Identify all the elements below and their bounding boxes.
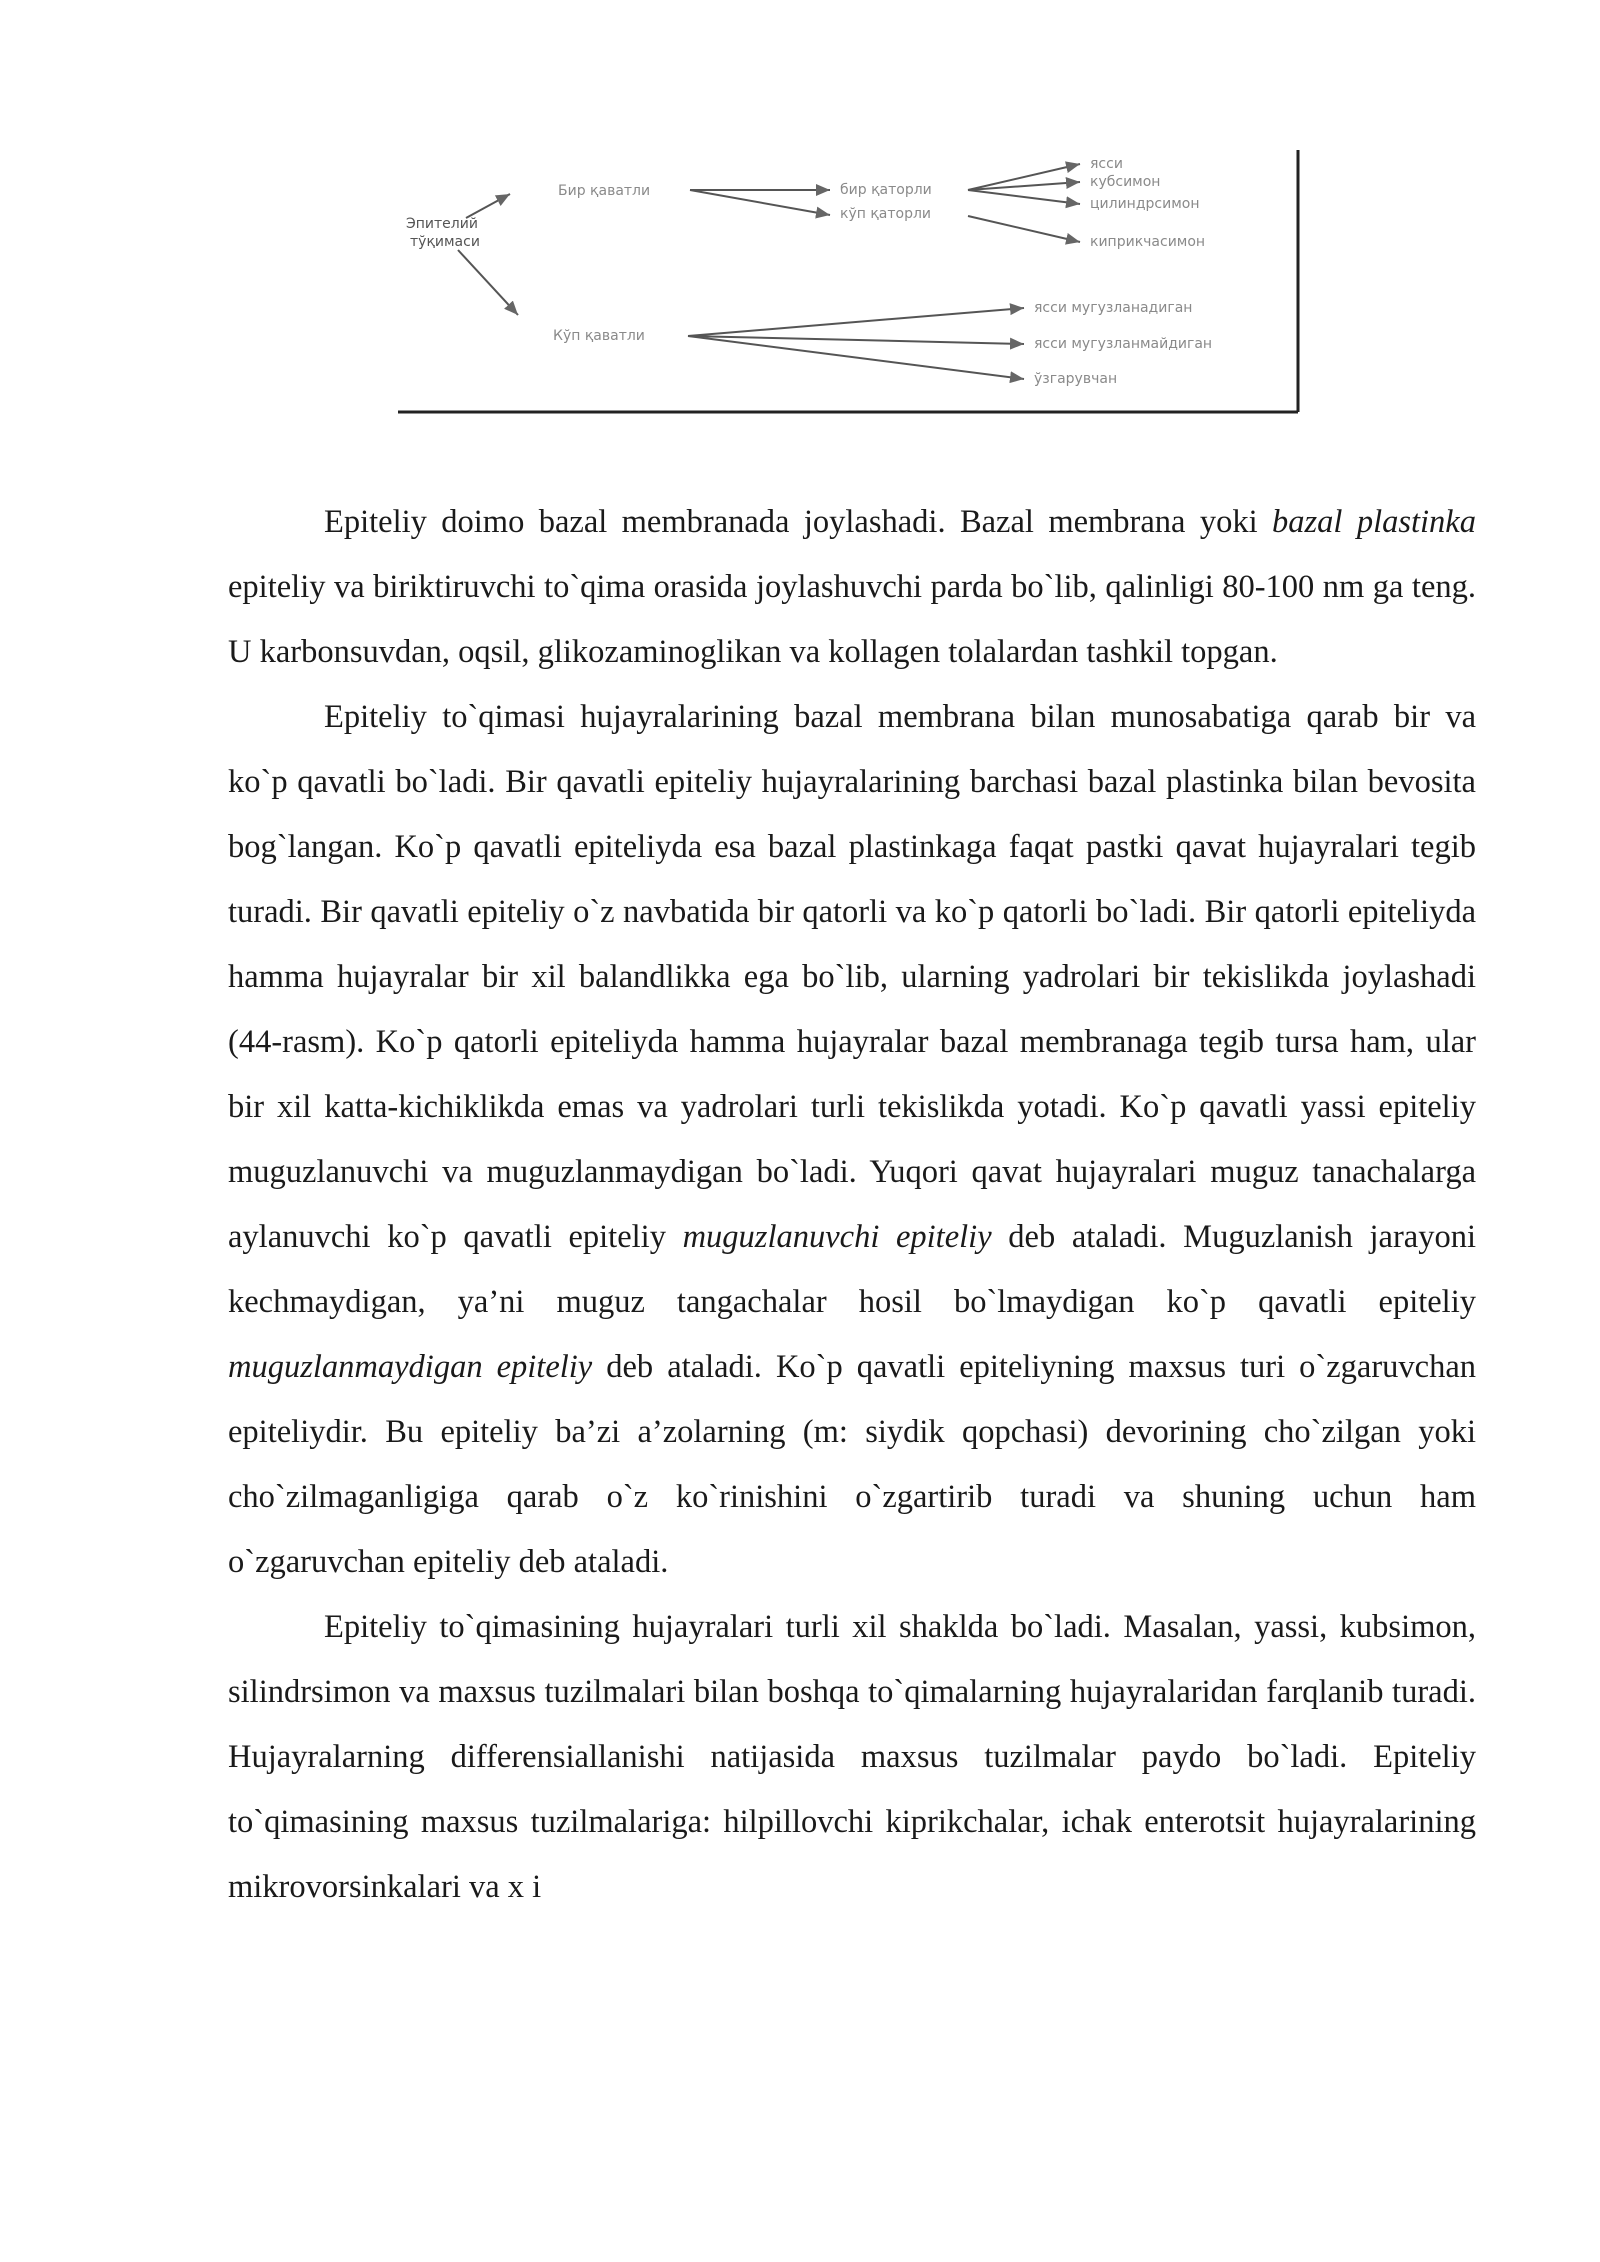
paragraph-1-italic-term: bazal plastinka — [1272, 504, 1476, 540]
arrow-to-keratinizing — [688, 308, 1024, 336]
diagram-root-label — [406, 216, 482, 250]
diagram-flat-label: ясси — [1090, 156, 1123, 172]
paragraph-3 — [228, 1595, 1476, 1920]
diagram-multi-row-label: кўп қаторли — [840, 206, 932, 222]
paragraph-2-italic-term-1: muguzlanuvchi epiteliy — [682, 1219, 992, 1255]
paragraph-1-part-2: epiteliy va biriktiruvchi to`qima orasida joylashuvchi parda bo`lib, qalinligi 80-100 nm ga teng. U karbonsuvdan, oqsil, glikozaminoglikan va kollagen tolalardan tashkil topgan. — [228, 569, 1476, 670]
diagram-transitional-label: ўзгарувчан — [1034, 371, 1118, 387]
epithelium-classification-diagram — [398, 150, 1300, 416]
paragraph-2 — [228, 685, 1476, 1595]
paragraph-2-italic-term-2: muguzlanmaydigan epiteliy — [228, 1349, 593, 1385]
paragraph-2-part-2: deb ataladi. Muguzlanish jarayoni kechmaydigan, ya’ni muguz tangachalar hosil bo`lmaydigan ko`p qavatli epiteliy — [228, 1219, 1476, 1320]
diagram-single-layer-label: Бир қаватли — [558, 183, 651, 199]
diagram-ciliated-label: киприкчасимон — [1090, 234, 1206, 250]
diagram-multi-layer-label: Кўп қаватли — [553, 328, 645, 344]
arrow-to-ciliated — [968, 216, 1080, 242]
diagram-root-line-2: тўқимаси — [410, 234, 480, 250]
arrow-to-cylindrical — [968, 190, 1080, 204]
diagram-single-row-label: бир қаторли — [840, 182, 932, 198]
arrow-root-to-multi — [458, 250, 518, 315]
paragraph-1 — [228, 490, 1476, 685]
diagram-cylindrical-label: цилиндрсимон — [1090, 196, 1200, 212]
diagram-canvas — [398, 150, 1300, 416]
paragraph-2-part-1: Epiteliy to`qimasi hujayralarining bazal membrana bilan munosabatiga qarab bir va ko`p qavatli bo`ladi. Bir qavatli epiteliy hujayralarining barchasi bazal plastinka bilan bevosita bog`langan. Ko`p qavatli epiteliyda esa bazal plastinkaga faqat pastki qavat hujayralari tegib turadi. Bir qavatli epiteliy o`z navbatida bir qatorli va ko`p qatorli bo`ladi. Bir qatorli epiteliyda hamma hujayralar bir xil balandlikka ega bo`lib, ularning yadrolari bir tekislikda joylashadi (44-rasm). Ko`p qatorli epiteliyda hamma hujayralar bazal membranaga tegib tursa ham, ular bir xil katta-kichiklikda emas va yadrolari turli tekislikda yotadi. Ko`p qavatli yassi epiteliy muguzlanuvchi va muguzlanmaydigan bo`ladi. Yuqori qavat hujayralari muguz tanachalarga aylanuvchi ko`p qavatli epiteliy — [228, 699, 1476, 1255]
diagram-keratinizing-label: ясси мугузланадиган — [1034, 300, 1193, 316]
diagram-root-line-1: Эпителий — [406, 216, 478, 232]
arrow-single-to-multi-row — [690, 190, 830, 215]
paragraph-1-part-1: Epiteliy doimo bazal membranada joylashadi. Bazal membrana yoki — [324, 504, 1273, 540]
paragraph-2-part-3: deb ataladi. Ko`p qavatli epiteliyning maxsus turi o`zgaruvchan epiteliydir. Bu epiteliy ba’zi a’zolarning (m: siydik qopchasi) devorining cho`zilgan yoki cho`zilmaganligiga qarab o`z ko`rinishini o`zgartirib turadi va shuning uchun ham o`zgaruvchan epiteliy deb ataladi. — [228, 1349, 1476, 1580]
paragraph-3-part-1: Epiteliy to`qimasining hujayralari turli xil shaklda bo`ladi. Masalan, yassi, kubsimon, silindrsimon va maxsus tuzilmalari bilan boshqa to`qimalarning hujayralaridan farqlanib turadi. Hujayralarning differensiallanishi natijasida maxsus tuzilmalar paydo bo`ladi. Epiteliy to`qimasining maxsus tuzilmalariga: hilpillovchi kiprikchalar, ichak enterotsit hujayralarining mikrovorsinkalari va x i — [228, 1609, 1476, 1905]
body-text — [228, 490, 1476, 1920]
diagram-cubic-label: кубсимон — [1090, 174, 1161, 190]
arrow-root-to-single — [466, 194, 510, 218]
diagram-non-keratinizing-label: ясси мугузланмайдиган — [1034, 336, 1213, 352]
